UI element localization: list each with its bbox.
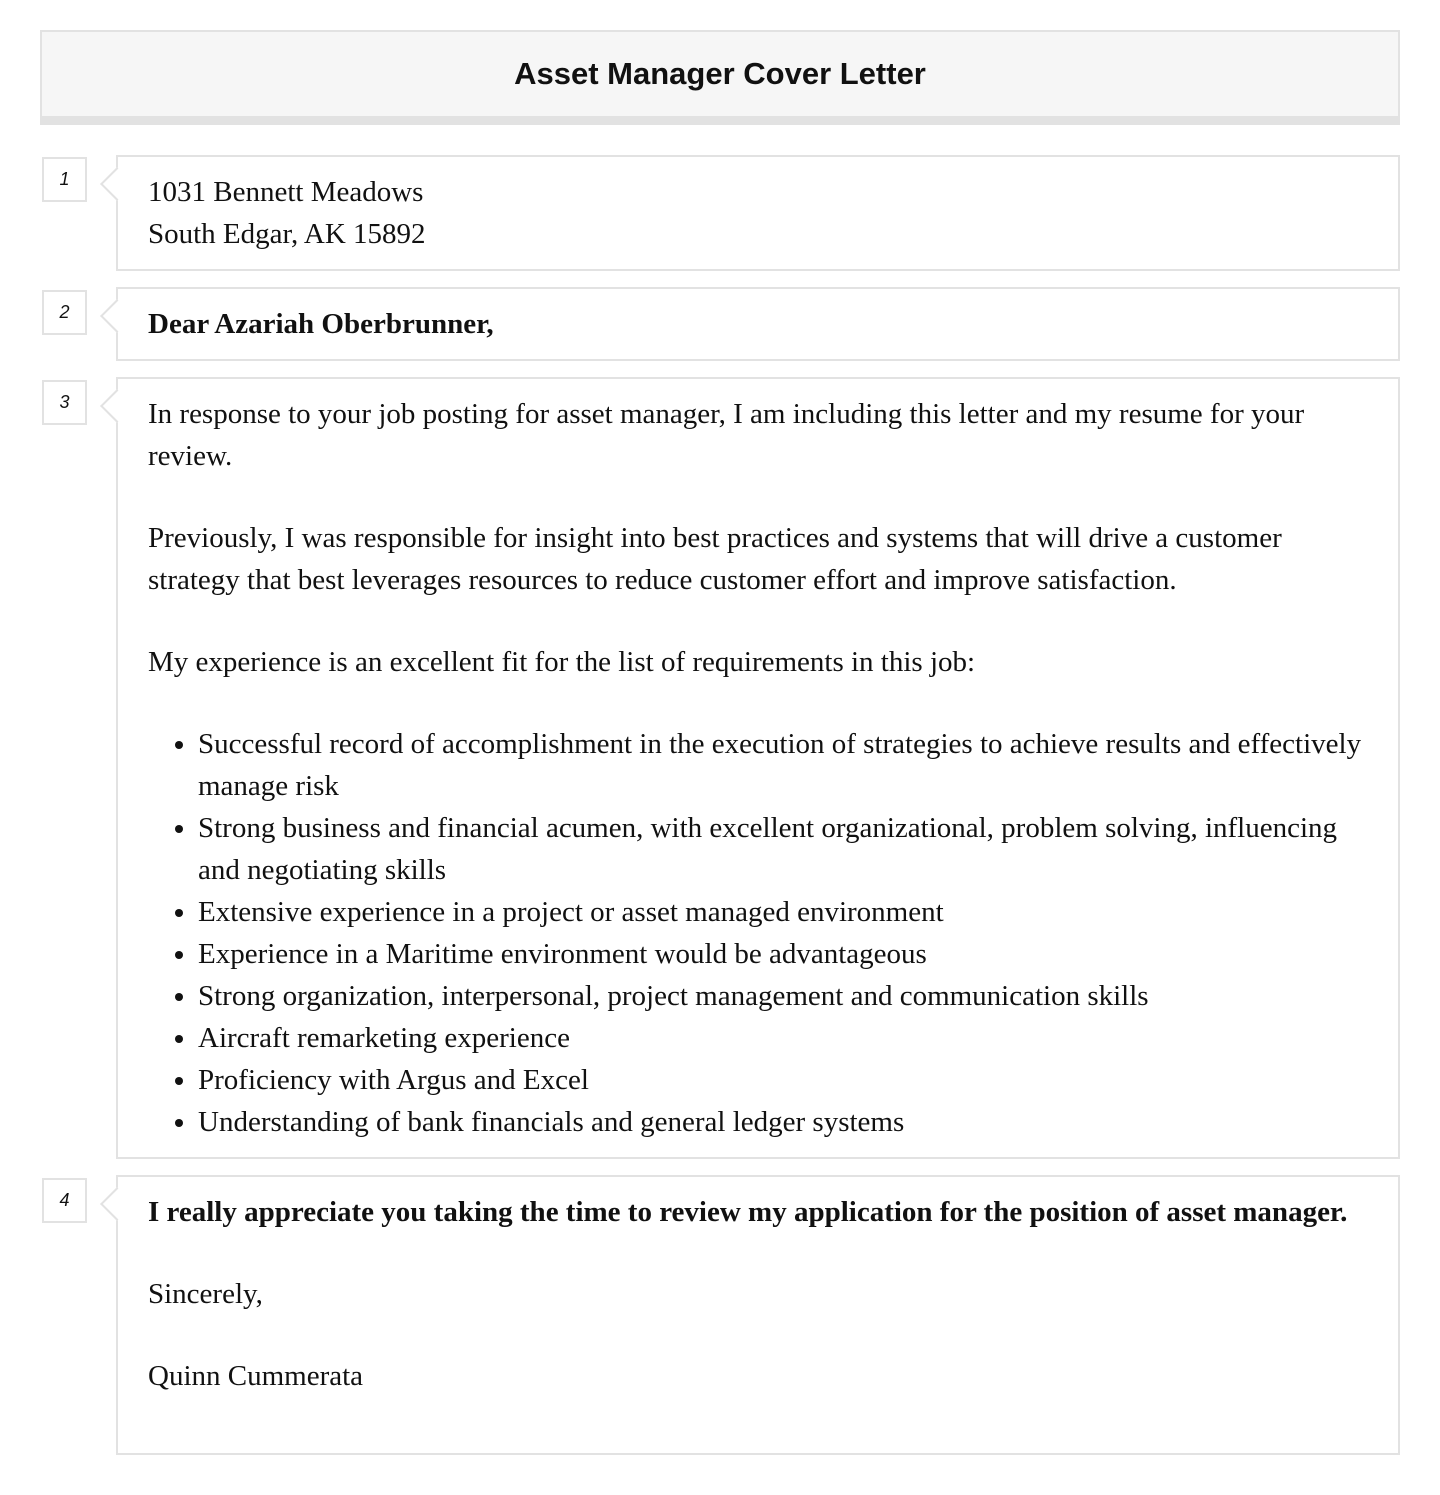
greeting-section [116,287,1400,361]
requirement-item: • Experience in a Maritime environment would be advantageous [198,933,1368,975]
page-title: Asset Manager Cover Letter [514,56,926,91]
address-city-state-zip: South Edgar, AK 15892 [148,218,426,250]
section-number-4: 4 [42,1178,87,1223]
requirements-intro: My experience is an excellent fit for the list of requirements in this job: [148,646,976,678]
greeting: Dear Azariah Oberbrunner, [148,308,494,340]
section-number-1: 1 [42,157,87,202]
page-header [40,30,1400,125]
requirement-item: • Proficiency with Argus and Excel [198,1059,1368,1101]
requirement-item: • Understanding of bank financials and general ledger systems [198,1101,1368,1143]
requirement-item: • Successful record of accomplishment in the execution of strategies to achieve results and effectively manage risk [198,723,1368,807]
requirement-item: • Extensive experience in a project or asset managed environment [198,891,1368,933]
requirement-item: • Aircraft remarketing experience [198,1017,1368,1059]
requirements-list [148,723,1368,1143]
intro-paragraph: In response to your job posting for asset manager, I am including this letter and my resume for your review. [148,398,1305,472]
signature-name: Quinn Cummerata [148,1360,364,1392]
requirement-item: • Strong organization, interpersonal, project management and communication skills [198,975,1368,1017]
requirement-item: • Strong business and financial acumen, with excellent organizational, problem solving, influencing and negotiating skills [198,807,1368,891]
closing-section [116,1175,1400,1455]
address-street: 1031 Bennett Meadows [148,176,424,208]
experience-paragraph: Previously, I was responsible for insight into best practices and systems that will drive a customer strategy that best leverages resources to reduce customer effort and improve satisfaction. [148,522,1282,596]
closing-statement: I really appreciate you taking the time to review my application for the position of asset manager. [148,1196,1348,1228]
sign-off: Sincerely, [148,1278,263,1310]
address-section [116,155,1400,271]
body-section [116,377,1400,1159]
section-number-3: 3 [42,380,87,425]
section-number-2: 2 [42,290,87,335]
